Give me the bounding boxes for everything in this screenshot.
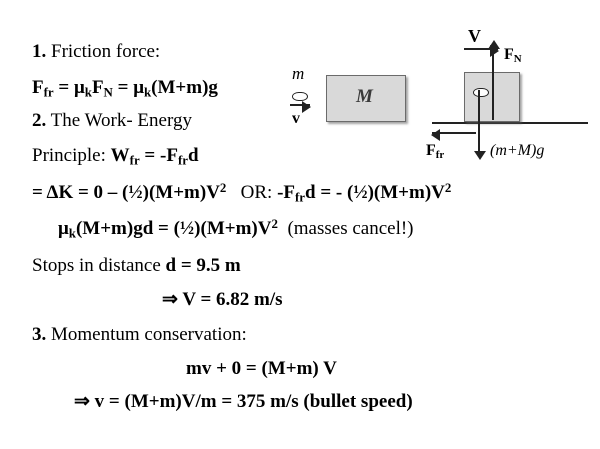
step-1-heading <box>32 42 160 61</box>
bullet-embedded <box>473 88 489 97</box>
step-1-text: Friction force: <box>46 41 161 62</box>
step-2-text: The Work- Energy <box>46 110 192 131</box>
eq1-equals-1: = <box>58 77 74 98</box>
friction-label <box>426 142 444 161</box>
velocity-result-value: V = 6.82 m/s <box>182 289 283 310</box>
bullet-speed-result <box>74 392 413 411</box>
friction-force-equation <box>32 78 218 100</box>
eq1-equals-2: = <box>117 77 134 98</box>
stopping-distance-line <box>32 256 241 275</box>
bullet-speed-expr: v = (M+m)V/m = <box>94 391 237 412</box>
mc-equation: $\mu_k(M+m)gd$ = $(\frac{1}{2})(M+m)V^2$ <box>58 216 278 241</box>
block-M-label: M <box>356 86 373 107</box>
bullet-velocity-arrow <box>290 104 310 106</box>
eq1-mu-k-FN: $\mu_kF_N$ <box>73 77 113 100</box>
velocity-V-label: V <box>468 26 481 46</box>
implies-arrow-1: ⇒ <box>162 289 178 310</box>
weight-label <box>490 142 544 160</box>
ke-or: OR: <box>231 181 278 203</box>
physics-diagram <box>268 26 588 170</box>
ground-line <box>432 122 588 124</box>
step-3-number: 3. <box>32 324 47 345</box>
step-1-number: 1. <box>32 41 47 62</box>
bullet-speed-note: (bullet speed) <box>303 391 413 412</box>
stops-value: d = 9.5 m <box>165 255 241 276</box>
friction-sub: fr <box>435 149 445 162</box>
step-3-text: Momentum conservation: <box>46 324 247 345</box>
principle-equation: $W_{fr} = -F_{fr}d$ <box>110 145 199 168</box>
eq1-mu-k-Mmg: $\mu_k(M+m)g$ <box>133 77 218 100</box>
normal-force-label <box>504 46 522 65</box>
weight-arrow <box>478 90 480 152</box>
velocity-result-line <box>162 290 283 309</box>
bullet-outline-left <box>292 92 308 101</box>
eq1-Ffr: $F_{fr}$ <box>32 77 54 100</box>
normal-force-sub: N <box>513 53 522 66</box>
momentum-equation <box>186 359 337 378</box>
ke-right: $-F_{fr}d$ = - $(\frac{1}{2})(M+m)V^2$ <box>277 180 452 205</box>
principle-word: Principle: <box>32 145 111 166</box>
bullet-mass-label: m <box>292 64 305 83</box>
bullet-speed-value: 375 m/s <box>236 391 299 412</box>
stops-text: Stops in distance <box>32 255 166 276</box>
momentum-eq-text: mv + 0 = (M+m) V <box>186 358 337 379</box>
step-2-heading <box>32 111 192 130</box>
kinetic-energy-line <box>32 182 451 204</box>
friction-F: F <box>426 142 436 159</box>
friction-arrow <box>432 132 476 134</box>
masses-cancel-line <box>58 218 414 240</box>
masses-cancel-note: (masses cancel!) <box>287 217 414 239</box>
ke-left: = $\Delta K = 0 - (\frac{1}{2})(M+m)V^2$ <box>32 180 227 203</box>
normal-force-arrow <box>492 48 494 120</box>
weight-g: g <box>536 142 545 159</box>
weight-expr: (m+M) <box>490 142 537 159</box>
step-3-heading <box>32 325 247 344</box>
implies-arrow-2: ⇒ <box>74 391 90 412</box>
step-2-number: 2. <box>32 110 47 131</box>
bullet-velocity-label: v <box>292 110 300 127</box>
work-energy-principle-line <box>32 146 199 168</box>
normal-force-F: F <box>504 46 514 63</box>
